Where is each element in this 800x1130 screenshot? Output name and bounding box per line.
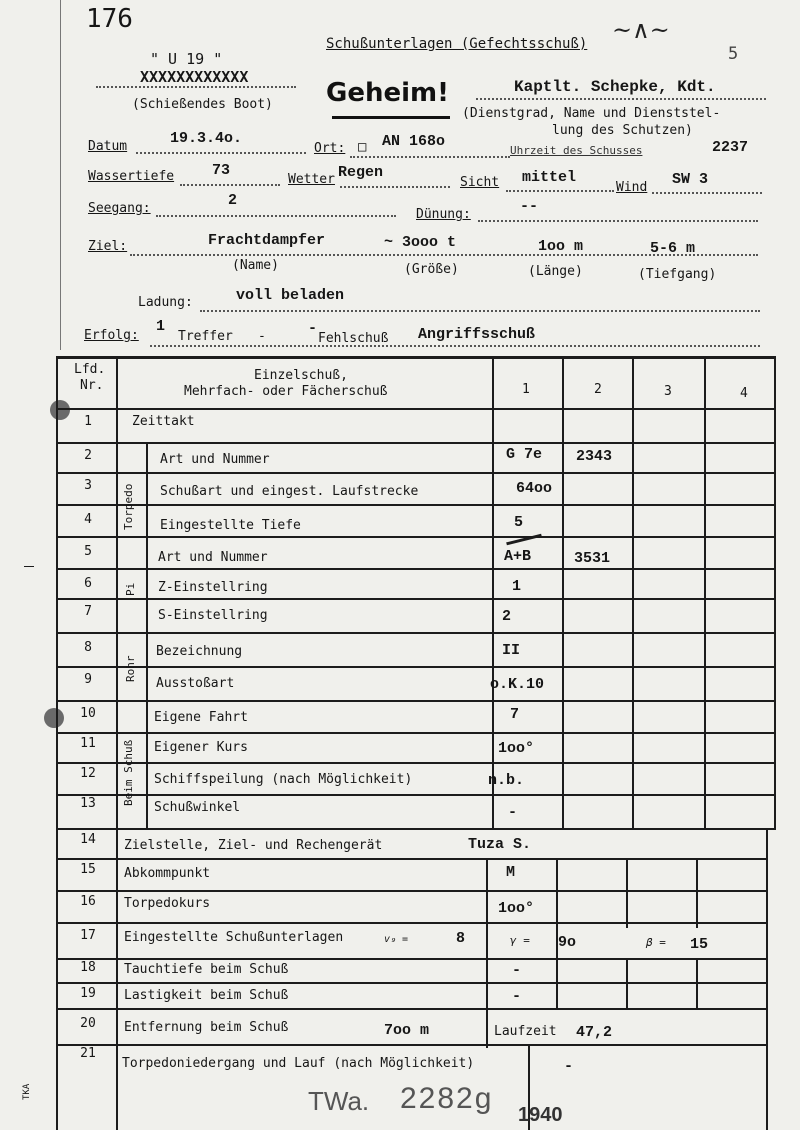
row-number: 14: [80, 832, 96, 847]
row-number: 2: [84, 448, 92, 463]
row-line-4: [56, 536, 776, 538]
cell-value: 5: [514, 514, 524, 531]
col4-divider-top: [704, 356, 706, 828]
group-beim-schuss: Beim Schuß: [122, 739, 135, 806]
datum-label: Datum: [88, 139, 128, 154]
row-line-20: [56, 1044, 768, 1046]
signature: ~∧~: [612, 16, 670, 44]
caption-tiefgang: (Tiefgang): [638, 267, 717, 282]
header-desc-1: Einzelschuß,: [254, 368, 348, 383]
row-line-1: [56, 442, 776, 444]
row-label-abkommpunkt: Abkommpunkt: [124, 866, 211, 881]
cell-value: 2: [502, 608, 512, 625]
seegang-line: [156, 215, 396, 217]
datum-line: [136, 152, 306, 154]
caption-laenge: (Länge): [528, 264, 583, 279]
cell-value: 1: [512, 578, 522, 595]
ziel-label: Ziel:: [88, 239, 128, 254]
row-number: 6: [84, 576, 92, 591]
row17-g-value: 9o: [558, 934, 577, 951]
col3-divider-bottom: [626, 858, 628, 928]
ladung-label: Ladung:: [138, 295, 193, 310]
row-line-7: [56, 632, 776, 634]
row-number: 18: [80, 960, 96, 975]
col1-divider-bottom: [486, 858, 488, 1048]
ladung-value: voll beladen: [236, 287, 345, 304]
row-number: 5: [84, 544, 92, 559]
archive-year: 1940: [518, 1104, 563, 1126]
row-line-13: [56, 828, 776, 830]
row-line-17: [56, 958, 768, 960]
row-number: 3: [84, 478, 92, 493]
row-line-15: [56, 890, 768, 892]
sicht-line: [506, 190, 614, 192]
row-line-8: [56, 666, 776, 668]
caption-groesse: (Größe): [404, 262, 459, 277]
header-col-4: 4: [740, 386, 748, 401]
erfolg-line: [150, 345, 760, 347]
row-number: 4: [84, 512, 92, 527]
row-label-zielstelle: Zielstelle, Ziel- und Rechengerät: [124, 838, 383, 853]
row-label-lastigkeit: Lastigkeit beim Schuß: [124, 988, 289, 1003]
group-pi: Pi: [124, 582, 137, 596]
row-number: 19: [80, 986, 96, 1001]
classification-text: Geheim!: [326, 78, 449, 108]
row20-laufzeit-value: 47,2: [576, 1024, 613, 1041]
row-number: 11: [80, 736, 96, 751]
page-corner-number: 5: [728, 44, 739, 64]
cell-value: -: [508, 804, 518, 821]
cell-value: -: [564, 1058, 574, 1075]
row-line-14: [56, 858, 768, 860]
row-line-3: [56, 504, 776, 506]
cell-value: G 7e: [506, 446, 543, 463]
group-rohr: Rohr: [124, 655, 137, 682]
row-number: 7: [84, 604, 92, 619]
cell-value: -: [512, 962, 522, 979]
table-right-border: [774, 356, 776, 828]
row-line-18: [56, 982, 768, 984]
row20-distance: 7oo m: [384, 1022, 430, 1039]
wetter-value: Regen: [338, 164, 384, 181]
boat-struck: XXXXXXXXXXXX: [140, 68, 249, 86]
archive-stamp-number: 2282g: [400, 1082, 494, 1115]
commander-name: Kaptlt. Schepke, Kdt.: [514, 78, 716, 96]
cell-value: 1oo°: [498, 740, 535, 757]
row-number: 9: [84, 672, 92, 687]
cell-value: 64oo: [516, 480, 553, 497]
row-label-tiefe: Eingestellte Tiefe: [160, 518, 301, 533]
page-number: 176: [86, 4, 133, 34]
row-number: 12: [80, 766, 96, 781]
ort-label: Ort:: [314, 141, 346, 156]
erfolg-treffer-count: 1: [156, 318, 166, 335]
row-label-torpedokurs: Torpedokurs: [124, 896, 211, 911]
table-right-border-lower: [766, 828, 768, 1130]
ziel-groesse: ~ 3ooo t: [384, 234, 457, 251]
group-divider: [146, 442, 148, 828]
row-line-h: [56, 408, 776, 410]
ziel-tiefgang: 5-6 m: [650, 240, 696, 257]
row-number: 21: [80, 1046, 96, 1061]
cell-value: o.K.10: [490, 676, 545, 693]
col2-divider-top: [562, 356, 564, 828]
commander-caption-2: lung des Schutzen): [552, 123, 693, 138]
row-label-fahrt: Eigene Fahrt: [154, 710, 248, 725]
erfolg-fehl-count: -: [308, 320, 318, 337]
wind-value: SW 3: [672, 171, 709, 188]
row-number: 15: [80, 862, 96, 877]
wind-line: [652, 192, 762, 194]
row-line-19: [56, 1008, 768, 1010]
sicht-label: Sicht: [460, 175, 500, 190]
row-line-11: [56, 762, 776, 764]
row-label-torpedoniedergang: Torpedoniedergang und Lauf (nach Möglichkeit): [122, 1056, 475, 1071]
cell-value: -: [512, 988, 522, 1005]
wetter-line: [340, 186, 450, 188]
row17-v-label: v₉ =: [384, 934, 409, 945]
row-line-2: [56, 472, 776, 474]
erfolg-separator: -: [258, 329, 266, 344]
wassertiefe-label: Wassertiefe: [88, 169, 175, 184]
header-lfd-1: Lfd.: [74, 362, 106, 377]
ort-line: [350, 156, 510, 158]
ziel-laenge: 1oo m: [538, 238, 584, 255]
row17-g-label: γ =: [510, 934, 530, 947]
row-number: 16: [80, 894, 96, 909]
row-line-5: [56, 568, 776, 570]
square-icon: □: [358, 139, 367, 155]
ort-value: AN 168o: [382, 133, 446, 150]
datum-value: 19.3.4o.: [170, 130, 243, 147]
boat-line: [96, 86, 296, 88]
row-number: 10: [80, 706, 96, 721]
row-line-6: [56, 598, 776, 600]
classification-stamp: [326, 78, 450, 118]
cell-value-col2: 3531: [574, 550, 611, 567]
row17-b-value: 15: [690, 936, 709, 953]
row-label-schussart: Schußart und eingest. Laufstrecke: [160, 484, 419, 499]
seegang-label: Seegang:: [88, 201, 151, 216]
cell-value: 7: [510, 706, 520, 723]
uhrzeit-label: Uhrzeit des Schusses: [510, 144, 643, 157]
wassertiefe-value: 73: [212, 162, 231, 179]
margin-mark: TKA: [22, 1083, 32, 1100]
caption-name: (Name): [232, 258, 279, 273]
duenung-value: --: [520, 198, 539, 215]
row-number: 13: [80, 796, 96, 811]
wassertiefe-line: [180, 184, 280, 186]
row-label-entfernung: Entfernung beim Schuß: [124, 1020, 289, 1035]
seegang-value: 2: [228, 192, 238, 209]
ziel-name: Frachtdampfer: [208, 232, 326, 249]
duenung-line: [478, 220, 758, 222]
ladung-line: [200, 310, 760, 312]
row-label-s-ring: S-Einstellring: [158, 608, 268, 623]
row-line-16: [56, 922, 768, 924]
erfolg-label: Erfolg:: [84, 328, 139, 343]
cell-value: II: [502, 642, 521, 659]
cell-value: Tuza S.: [468, 836, 532, 853]
header-col-3: 3: [664, 384, 672, 399]
row-label-kurs: Eigener Kurs: [154, 740, 248, 755]
table-top-border: [56, 356, 776, 359]
erfolg-treffer-label: Treffer: [178, 329, 233, 344]
uhrzeit-value: 2237: [712, 139, 749, 156]
boat-name: " U 19 ": [150, 50, 223, 68]
row-label-peilung: Schiffspeilung (nach Möglichkeit): [154, 772, 413, 787]
row-number: 8: [84, 640, 92, 655]
header-lfd-2: Nr.: [80, 378, 104, 393]
row-label-pi-art: Art und Nummer: [158, 550, 268, 565]
row-number: 17: [80, 928, 96, 943]
row-label-torpedo-art: Art und Nummer: [160, 452, 270, 467]
header-desc-2: Mehrfach- oder Fächerschuß: [184, 384, 388, 399]
cell-value: M: [506, 864, 516, 881]
row-label-schusswinkel: Schußwinkel: [154, 800, 241, 815]
wind-label: Wind: [616, 180, 648, 195]
row-label-schussunterlagen: Eingestellte Schußunterlagen: [124, 930, 344, 945]
wetter-label: Wetter: [288, 172, 335, 187]
erfolg-type: Angriffsschuß: [418, 326, 536, 343]
cell-value-col2: 2343: [576, 448, 613, 465]
cell-value: n.b.: [488, 772, 525, 789]
group-torpedo: Torpedo: [122, 483, 135, 530]
row-line-9: [56, 700, 776, 702]
col4-divider-bottom: [696, 858, 698, 928]
row-label-z-ring: Z-Einstellring: [158, 580, 268, 595]
commander-line: [476, 98, 766, 100]
margin-line: [60, 0, 61, 350]
row-label-tauchtiefe: Tauchtiefe beim Schuß: [124, 962, 289, 977]
col2-divider-bottom: [556, 858, 558, 1008]
col3-divider-top: [632, 356, 634, 828]
row-number: 20: [80, 1016, 96, 1031]
boat-caption: (Schießendes Boot): [132, 97, 273, 112]
margin-tick: [24, 566, 34, 567]
commander-caption-1: (Dienstgrad, Name und Dienststel-: [462, 106, 721, 121]
archive-stamp-prefix: TWa.: [308, 1086, 370, 1116]
row-line-10: [56, 732, 776, 734]
cell-value: A+B: [504, 548, 532, 565]
row-line-12: [56, 794, 776, 796]
col1-divider-top: [492, 356, 494, 828]
header-col-2: 2: [594, 382, 602, 397]
sicht-value: mittel: [522, 169, 577, 186]
cell-value: 1oo°: [498, 900, 535, 917]
row17-b-label: β =: [646, 936, 666, 949]
row-label-zeittakt: Zeittakt: [132, 414, 195, 429]
header-col-1: 1: [522, 382, 530, 397]
erfolg-fehl-label: Fehlschuß: [318, 331, 389, 346]
row-label-ausstossart: Ausstoßart: [156, 676, 235, 691]
classification-underline: [332, 116, 450, 119]
row-number: 1: [84, 414, 92, 429]
row17-v-value: 8: [456, 930, 466, 947]
duenung-label: Dünung:: [416, 207, 471, 222]
row20-laufzeit-label: Laufzeit: [494, 1024, 557, 1039]
row-label-bezeichnung: Bezeichnung: [156, 644, 243, 659]
document-title: Schußunterlagen (Gefechtsschuß): [326, 36, 588, 52]
